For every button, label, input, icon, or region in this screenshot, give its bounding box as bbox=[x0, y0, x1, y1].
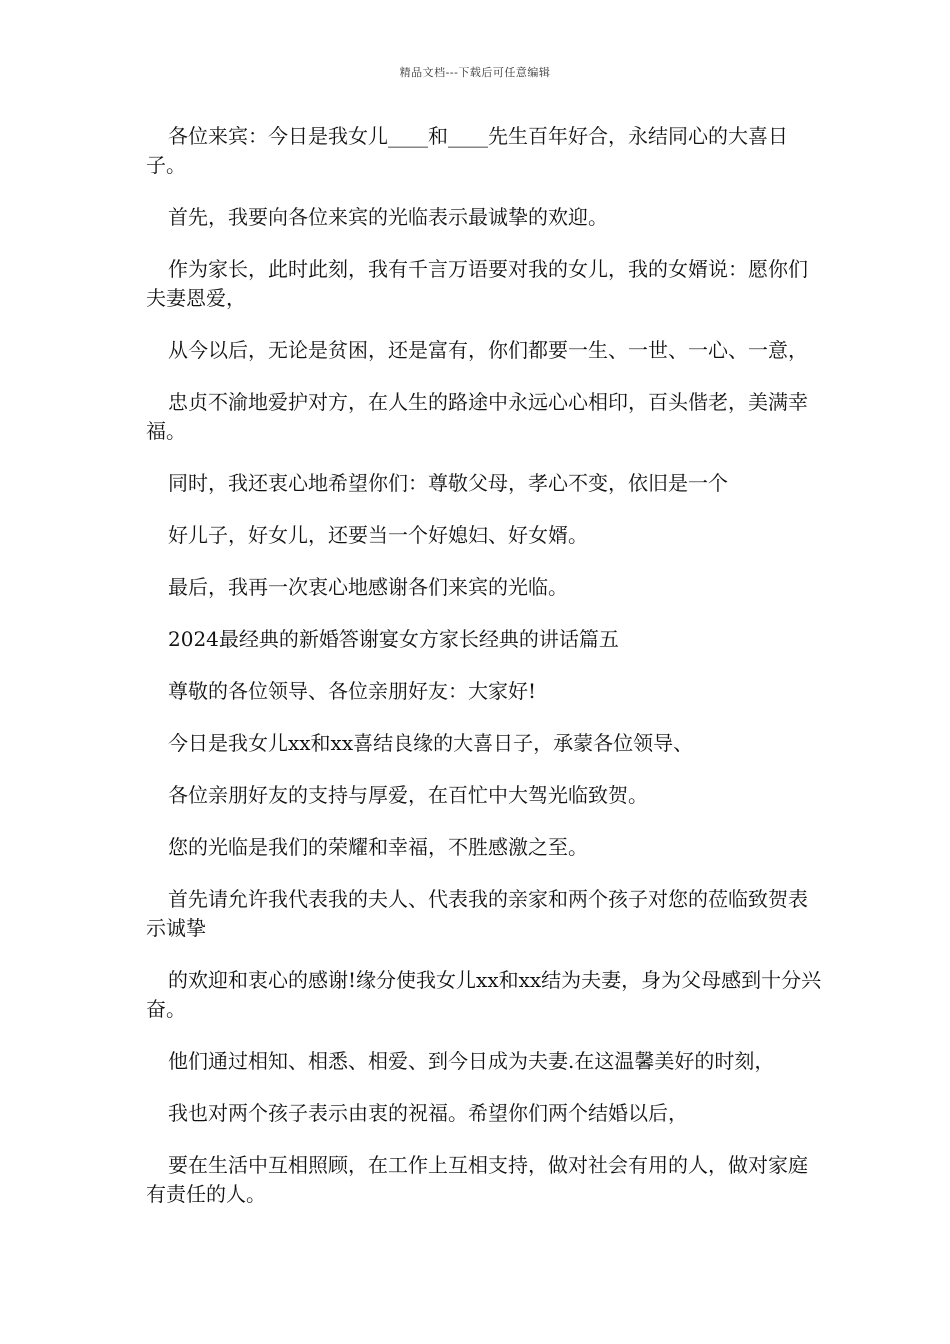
paragraph: 最后，我再一次衷心地感谢各们来宾的光临。 bbox=[168, 575, 568, 599]
paragraph: 各位来宾：今日是我女儿____和____先生百年好合，永结同心的大喜日子。 bbox=[146, 124, 788, 177]
paragraph: 首先请允许我代表我的夫人、代表我的亲家和两个孩子对您的莅临致贺表示诚挚 bbox=[146, 887, 808, 940]
paragraph: 今日是我女儿xx和xx喜结良缘的大喜日子，承蒙各位领导、 bbox=[168, 731, 694, 755]
paragraph: 的欢迎和衷心的感谢!缘分使我女儿xx和xx结为夫妻，身为父母感到十分兴奋。 bbox=[146, 968, 822, 1021]
paragraph: 您的光临是我们的荣耀和幸福，不胜感激之至。 bbox=[168, 835, 588, 859]
paragraph: 同时，我还衷心地希望你们：尊敬父母，孝心不变，依旧是一个 bbox=[168, 471, 728, 495]
section-heading: 2024最经典的新婚答谢宴女方家长经典的讲话篇五 bbox=[168, 627, 619, 651]
paragraph: 首先，我要向各位来宾的光临表示最诚挚的欢迎。 bbox=[168, 205, 608, 229]
page-header: 精品文档---下载后可任意编辑 bbox=[399, 66, 551, 79]
paragraph: 忠贞不渝地爱护对方，在人生的路途中永远心心相印，百头偕老，美满幸福。 bbox=[146, 390, 808, 443]
document-body bbox=[146, 122, 822, 1232]
paragraph: 他们通过相知、相悉、相爱、到今日成为夫妻.在这温馨美好的时刻， bbox=[168, 1049, 775, 1073]
paragraph: 尊敬的各位领导、各位亲朋好友：大家好! bbox=[168, 679, 537, 703]
paragraph: 要在生活中互相照顾，在工作上互相支持，做对社会有用的人，做对家庭有责任的人。 bbox=[146, 1153, 808, 1206]
paragraph: 从今以后，无论是贫困，还是富有，你们都要一生、一世、一心、一意， bbox=[168, 338, 808, 362]
paragraph: 作为家长，此时此刻，我有千言万语要对我的女儿，我的女婿说：愿你们夫妻恩爱， bbox=[146, 257, 808, 310]
paragraph: 好儿子，好女儿，还要当一个好媳妇、好女婿。 bbox=[168, 523, 588, 547]
paragraph: 我也对两个孩子表示由衷的祝福。希望你们两个结婚以后， bbox=[168, 1101, 688, 1125]
paragraph: 各位亲朋好友的支持与厚爱，在百忙中大驾光临致贺。 bbox=[168, 783, 648, 807]
